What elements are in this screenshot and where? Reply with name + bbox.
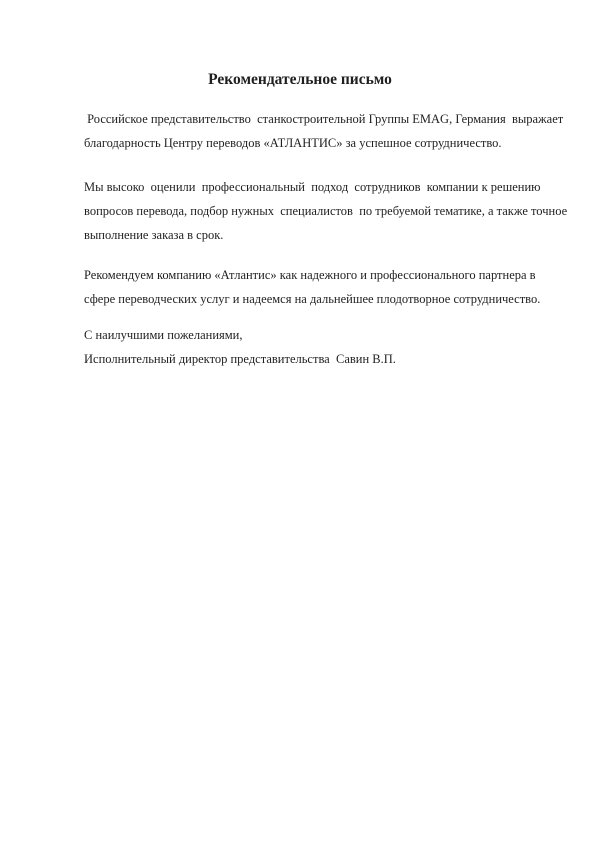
paragraph-intro [84,107,564,155]
recommendation-line-2: сфере переводческих услуг и надеемся на дальнейшее плодотворное сотрудничество. [84,292,541,306]
signature-line-name: Исполнительный директор представительства Савин В.П. [84,352,396,366]
recommendation-line-1: Рекомендуем компанию «Атлантис» как надежного и профессионального партнера в [84,268,536,282]
paragraph-signature [84,323,564,371]
intro-line-2: благодарность Центру переводов «АТЛАНТИС» за успешное сотрудничество. [84,136,502,150]
body-line-2: вопросов перевода, подбор нужных специалистов по требуемой тематике, а также точное [84,204,568,218]
body-line-3: выполнение заказа в срок. [84,228,224,242]
body-line-1: Мы высоко оценили профессиональный подход сотрудников компании к решению [84,180,541,194]
paragraph-body [84,175,568,247]
letter-title: Рекомендательное письмо [208,71,392,88]
paragraph-recommendation [84,263,564,311]
intro-line-1: Российское представительство станкостроительной Группы EMAG, Германия выражает [84,112,564,126]
signature-line-closing: С наилучшими пожеланиями, [84,328,243,342]
